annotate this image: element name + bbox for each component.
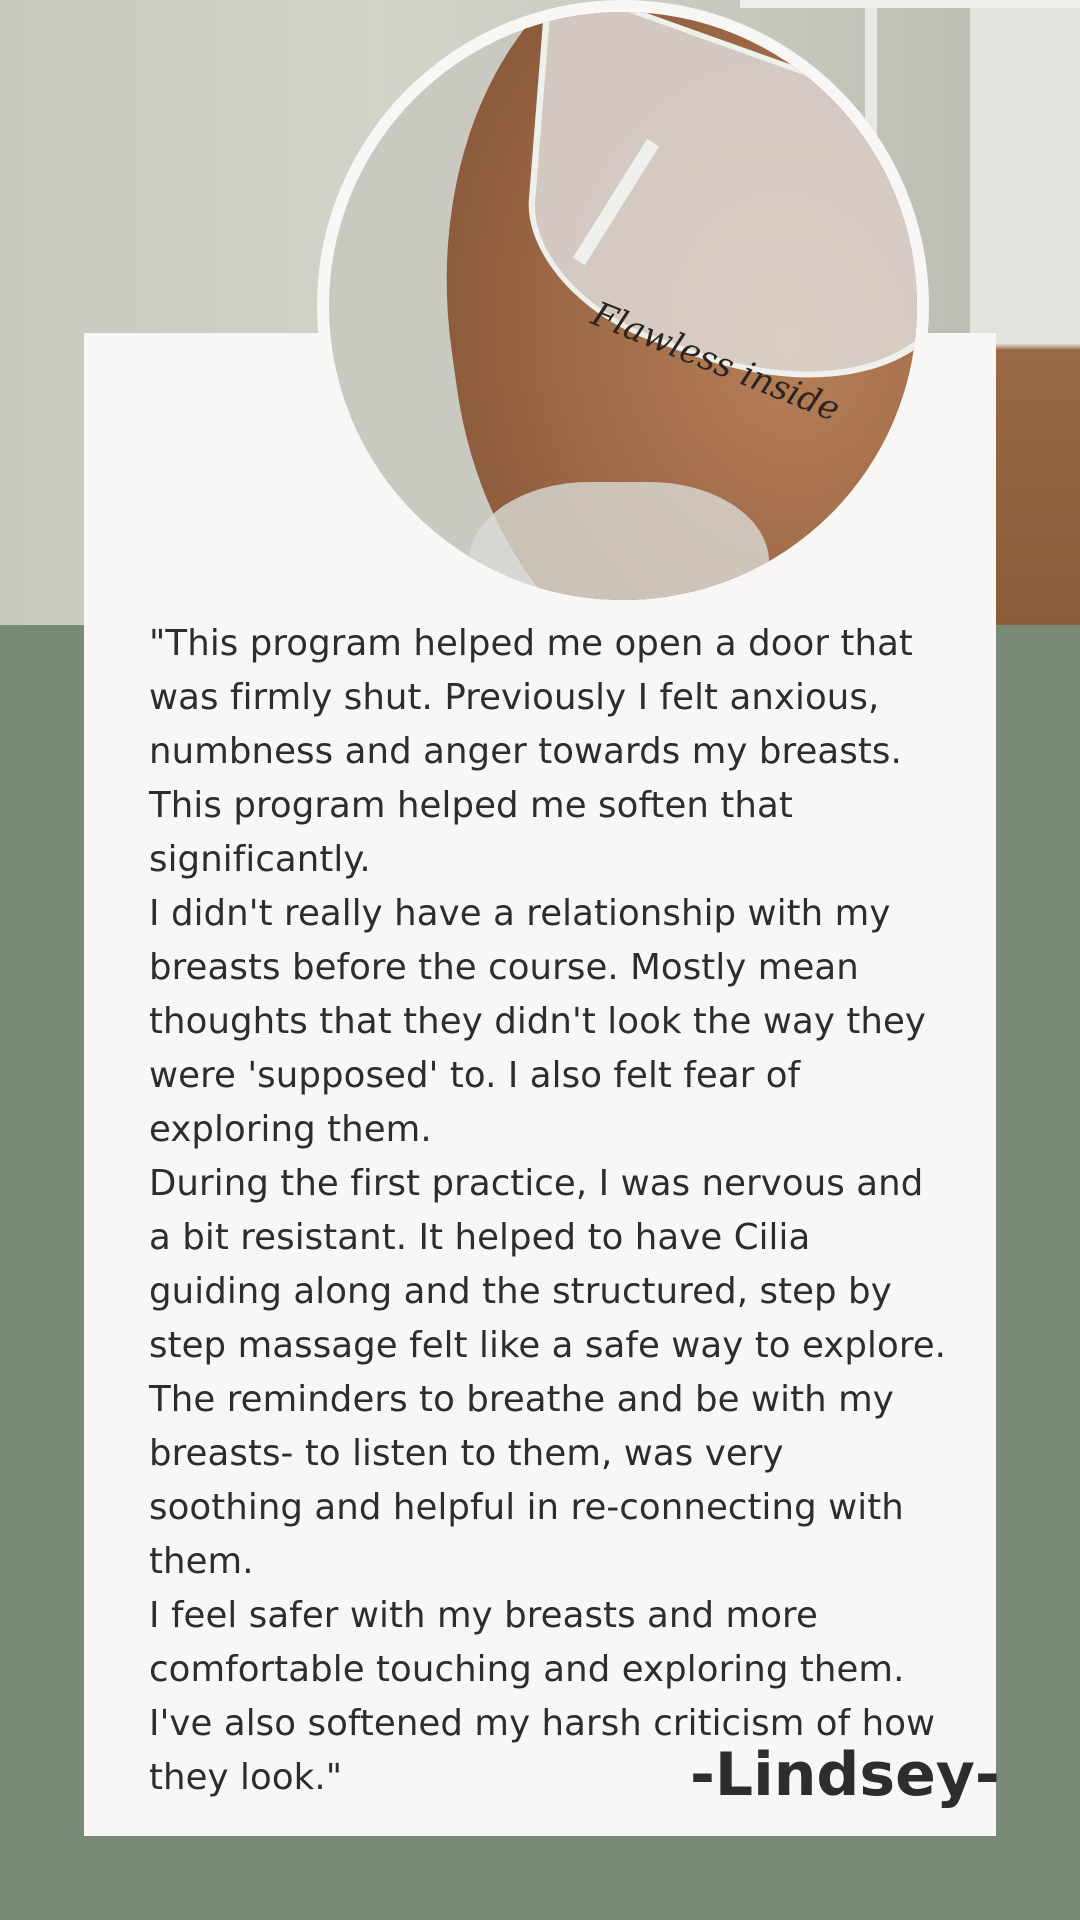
- quote-paragraph-4: I feel safer with my breasts and more comfortable touching and exploring them. I've also softened my harsh criticism of how they look.": [149, 1595, 936, 1798]
- quote-paragraph-3: During the first practice, I was nervous and a bit resistant. It helped to have Cilia guiding along and the structured, step by step massage felt like a safe way to explore. The reminders to breathe and be with my breasts- to listen to them, was very soothing and helpful in re-connecting with them.: [149, 1163, 947, 1582]
- profile-photo-frame: [317, 0, 929, 612]
- quote-paragraph-2: I didn't really have a relationship with my breasts before the course. Mostly mean thoughts that they didn't look the way they were 'supposed' to. I also felt fear of exploring them.: [149, 893, 927, 1150]
- testimonial-author: -Lindsey-: [690, 1740, 1000, 1810]
- tattoo-text: Flawless inside: [586, 294, 846, 430]
- lace-trim-decoration: [740, 0, 1080, 8]
- photo-fabric-bottom: [469, 482, 769, 600]
- testimonial-card: [84, 294, 1000, 1836]
- testimonial-quote: [149, 617, 949, 1805]
- profile-photo: [329, 12, 917, 600]
- quote-paragraph-1: "This program helped me open a door that was firmly shut. Previously I felt anxious, numbness and anger towards my breasts. This program helped me soften that significantly.: [149, 623, 913, 880]
